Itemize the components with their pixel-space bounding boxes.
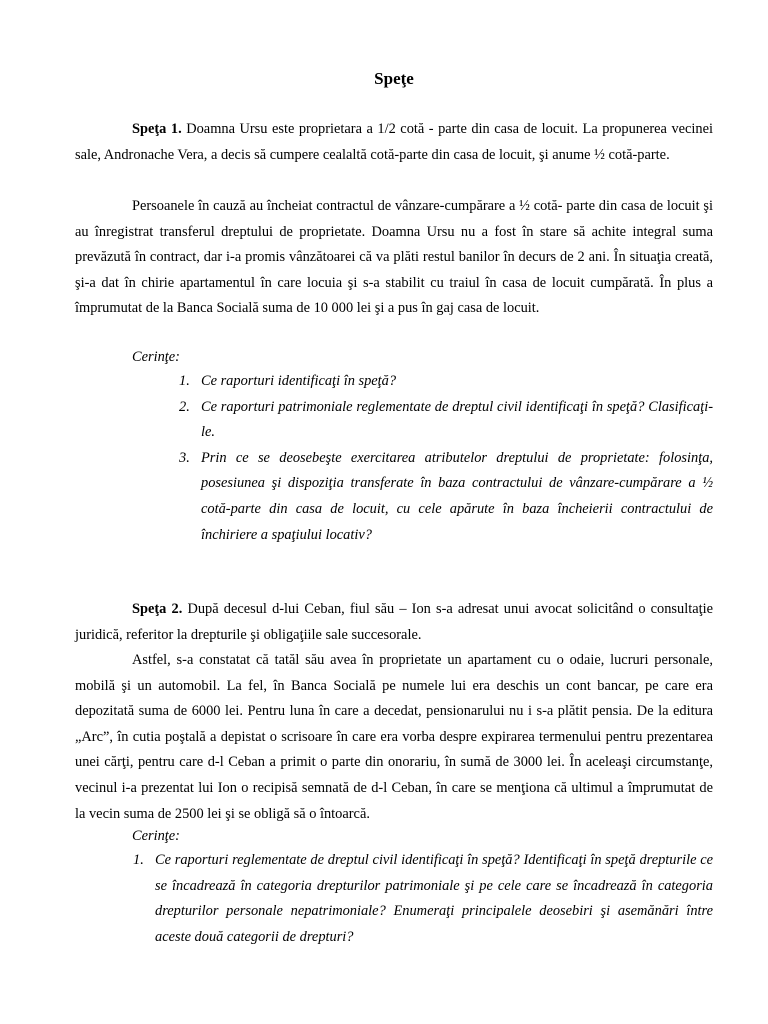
case1-question-number: 3. [179, 449, 190, 466]
case2-intro-paragraph [75, 597, 713, 648]
case1-question-item [75, 369, 713, 395]
case1-question-text: Ce raporturi patrimoniale reglementate de dreptul civil identificaţi în speţă? Clasificaţi-le. [201, 398, 713, 441]
case2-label: Speţa 2. [132, 601, 183, 617]
case1-intro-text: Doamna Ursu este proprietara a 1/2 cotă - parte din casa de locuit. La propunerea vecinei sale, Andronache Vera, a decis să cumpere cealaltă cotă-parte din casa de locuit, şi anume ½ cotă-parte. [75, 121, 714, 163]
case1-question-number: 2. [179, 398, 190, 415]
case1-question-number: 1. [179, 373, 190, 389]
case1-question-text: Prin ce se deosebeşte exercitarea atributelor dreptului de proprietate: folosinţa, posesiunea şi dispoziţia transferate în baza contractului de vânzare-cumpărare a ½ cotă-parte din casa de locuit, cu cele apărute în baza încheierii contractului de închiriere a spaţiului locativ? [201, 449, 713, 543]
case1-questions-list [75, 369, 713, 548]
case2-question-number: 1. [133, 852, 144, 868]
page-title: Speţe [374, 69, 414, 88]
case2-question-item [75, 848, 713, 950]
case1-question-item [75, 395, 713, 446]
case1-requirements-label: Cerinţe: [132, 349, 180, 365]
case2-questions-list [75, 848, 713, 950]
case1-question-text: Ce raporturi identificaţi în speţă? [201, 373, 397, 389]
case1-body-paragraph: Persoanele în cauză au încheiat contractul de vânzare-cumpărare a ½ cotă- parte din casa de locuit şi au înregistrat transferul dreptului de proprietate. Doamna Ursu nu a fost în stare să achite integral suma prevăzută în contract, dar i-a promis vânzătoarei că va plăti restul banilor în decurs de 2 ani. În situaţia creată, şi-a dat în chirie apartamentul în care locuia şi s-a stabilit cu traiul în casa de locuit cumpărată. În plus a împrumutat de la Banca Socială suma de 10 000 lei şi a pus în gaj casa de locuit. [75, 198, 713, 317]
case1-intro-paragraph [75, 117, 713, 168]
case1-label: Speţa 1. [132, 121, 182, 137]
case1-question-item [75, 446, 713, 548]
case2-intro-text: După decesul d-lui Ceban, fiul său – Ion s-a adresat unui avocat solicitând o consultaţie juridică, referitor la drepturile şi obligaţiile sale succesorale. [75, 601, 713, 643]
case2-body-paragraph: Astfel, s-a constatat că tatăl său avea în proprietate un apartament cu o odaie, lucruri personale, mobilă şi un automobil. La fel, în Banca Socială pe numele lui era deschis un cont bancar, pe care era depozitată suma de 6000 lei. Pentru luna în care a decedat, pensionarului nu i s-a plătit pensia. De la editura „Arc”, în cutia poştală a depistat o scrisoare în care era vorba despre expirarea termenului pentru prezentarea unei cărţi, pentru care d-l Ceban a primit o parte din onorariu, în sumă de 3000 lei. În aceleaşi circumstanţe, vecinul i-a prezentat lui Ion o recipisă semnată de d-l Ceban, în care se menţiona că ultimul a împrumutat de la vecin suma de 2500 lei şi se obligă să o întoarcă. [75, 652, 713, 822]
case2-question-text: Ce raporturi reglementate de dreptul civil identificaţi în speţă? Identificaţi în speţă drepturile ce se încadrează în categoria drepturilor patrimoniale şi pe cele care se încadrează în categoria drepturilor personale nepatrimoniale? Enumeraţi principalele deosebiri şi asemănări între aceste două categorii de drepturi? [155, 852, 713, 945]
case2-requirements-label: Cerinţe: [132, 828, 180, 844]
